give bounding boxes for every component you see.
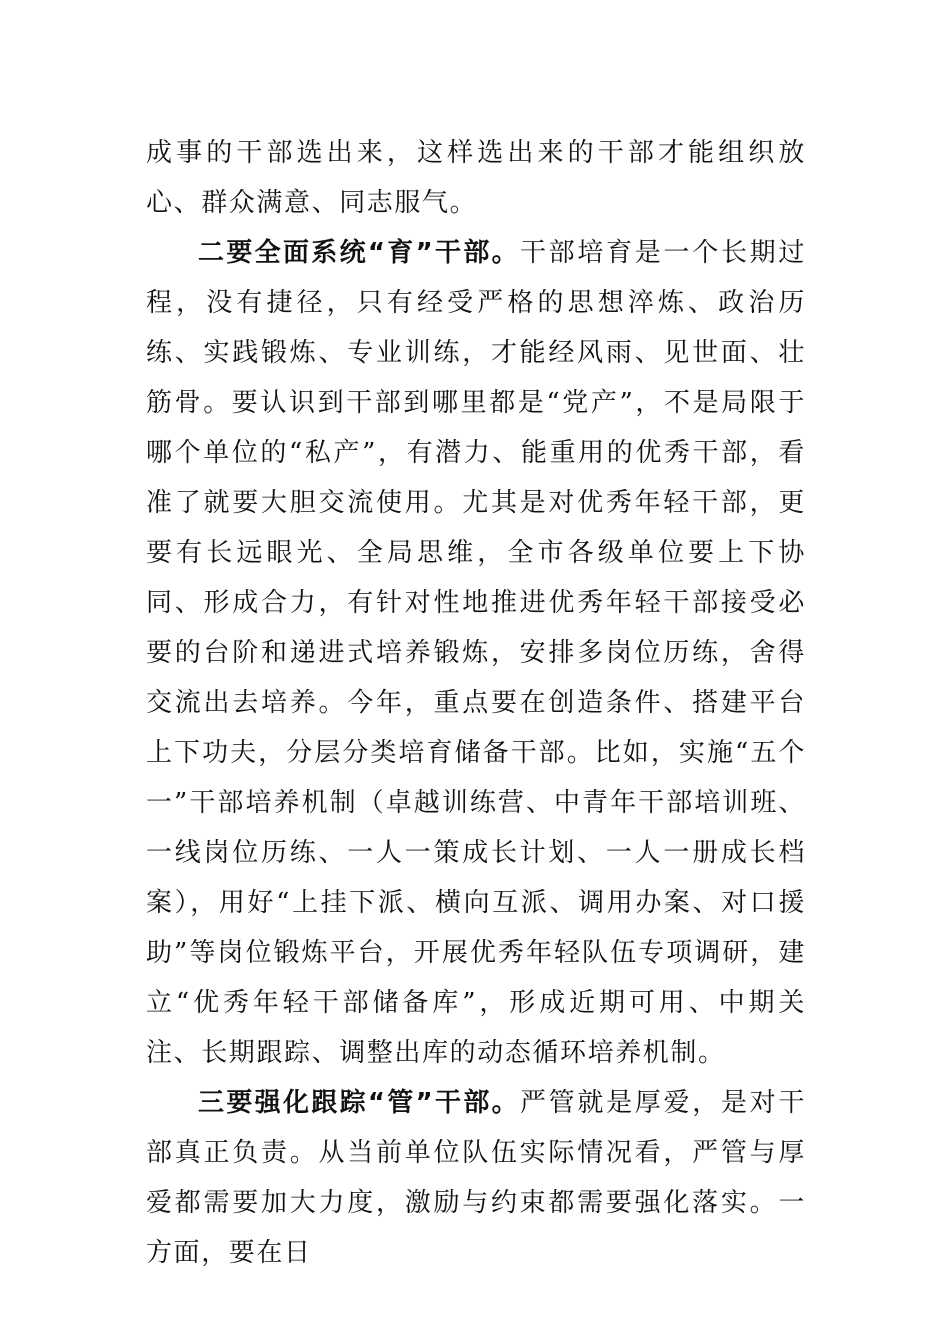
paragraph-cultivate-cadres bbox=[146, 228, 806, 1078]
paragraph-heading: 三要强化跟踪“管”干部。 bbox=[198, 1088, 520, 1118]
paragraph-continuation bbox=[146, 128, 806, 228]
paragraph-text: 干部培育是一个长期过程，没有捷径，只有经受严格的思想淬炼、政治历练、实践锻炼、专业训练，才能经风雨、见世面、壮筋骨。要认识到干部到哪里都是“党产”，不是局限于哪个单位的“私产”，有潜力、能重用的优秀干部，看准了就要大胆交流使用。尤其是对优秀年轻干部，更要有长远眼光、全局思维，全市各级单位要上下协同、形成合力，有针对性地推进优秀年轻干部接受必要的台阶和递进式培养锻炼，安排多岗位历练，舍得交流出去培养。今年，重点要在创造条件、搭建平台上下功夫，分层分类培育储备干部。比如，实施“五个一”干部培养机制（卓越训练营、中青年干部培训班、一线岗位历练、一人一策成长计划、一人一册成长档案），用好“上挂下派、横向互派、调用办案、对口援助”等岗位锻炼平台，开展优秀年轻队伍专项调研，建立“优秀年轻干部储备库”，形成近期可用、中期关注、长期跟踪、调整出库的动态循环培养机制。 bbox=[146, 238, 806, 1068]
paragraph-heading: 二要全面系统“育”干部。 bbox=[198, 238, 520, 268]
paragraph-text: 成事的干部选出来，这样选出来的干部才能组织放心、群众满意、同志服气。 bbox=[146, 138, 806, 218]
paragraph-manage-cadres bbox=[146, 1078, 806, 1278]
paragraph-text: 严管就是厚爱，是对干部真正负责。从当前单位队伍实际情况看，严管与厚爱都需要加大力度，激励与约束都需要强化落实。一方面，要在日 bbox=[146, 1088, 806, 1268]
document-body bbox=[146, 128, 806, 1278]
